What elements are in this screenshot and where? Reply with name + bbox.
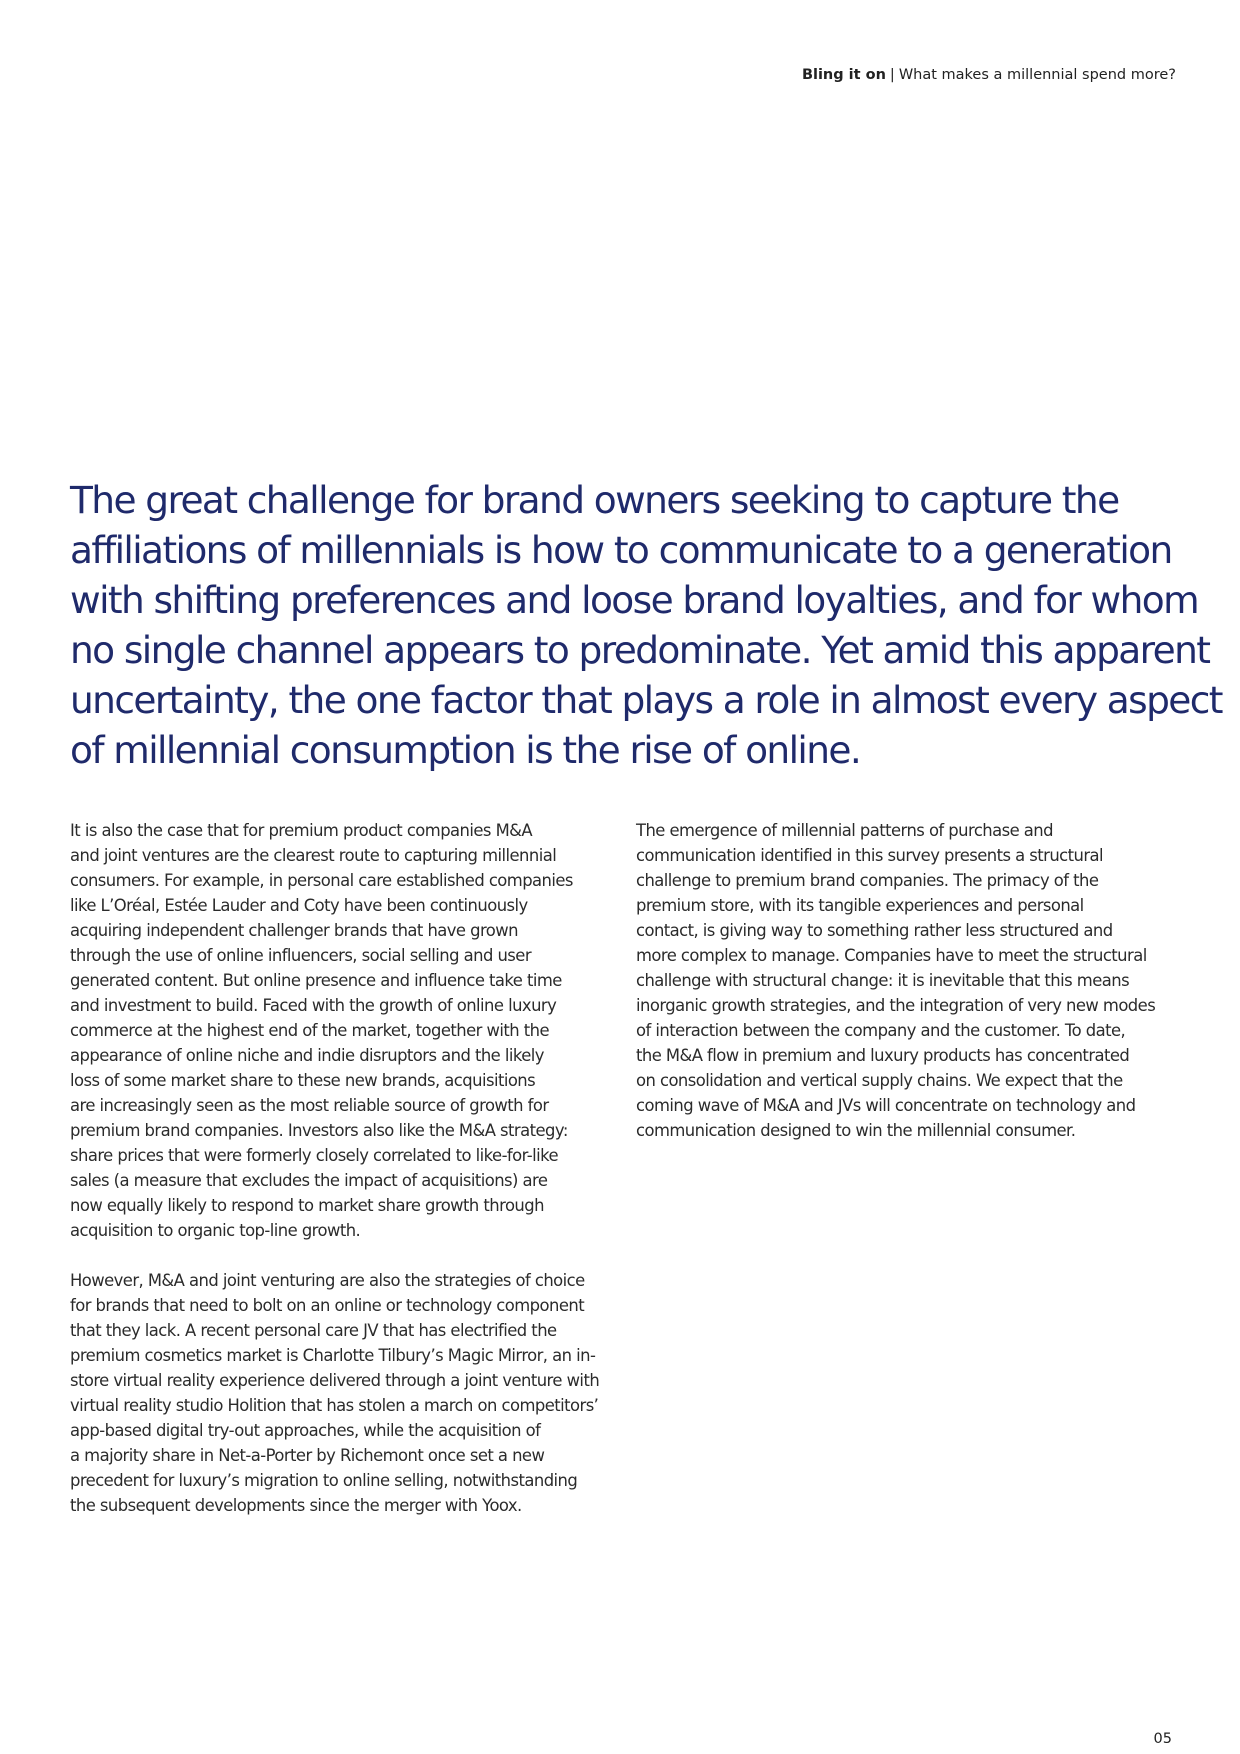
pull-quote-line: of millennial consumption is the rise of online.	[70, 728, 861, 772]
body-line: virtual reality studio Holition that has stolen a march on competitors’	[70, 1396, 599, 1415]
body-line: acquiring independent challenger brands that have grown	[70, 921, 518, 940]
body-paragraph	[70, 1268, 610, 1518]
body-line: that they lack. A recent personal care JV that has electrified the	[70, 1321, 557, 1340]
body-line: the M&A flow in premium and luxury products has concentrated	[636, 1046, 1130, 1065]
body-column-left	[70, 818, 610, 1518]
running-header	[802, 67, 1176, 83]
body-column-right	[636, 818, 1176, 1143]
body-line: contact, is giving way to something rather less structured and	[636, 921, 1113, 940]
pull-quote	[70, 475, 1222, 775]
body-line: precedent for luxury’s migration to online selling, notwithstanding	[70, 1471, 578, 1490]
report-subtitle: What makes a millennial spend more?	[898, 67, 1176, 83]
body-line: coming wave of M&A and JVs will concentrate on technology and	[636, 1096, 1136, 1115]
body-line: now equally likely to respond to market share growth through	[70, 1196, 544, 1215]
body-line: appearance of online niche and indie disruptors and the likely	[70, 1046, 544, 1065]
body-line: challenge to premium brand companies. The primacy of the	[636, 871, 1099, 890]
body-line: It is also the case that for premium product companies M&A	[70, 821, 533, 840]
body-line: share prices that were formerly closely correlated to like-for-like	[70, 1146, 559, 1165]
pull-quote-line: no single channel appears to predominate. Yet amid this apparent	[70, 628, 1210, 672]
body-line: of interaction between the company and the customer. To date,	[636, 1021, 1126, 1040]
page-number: 05	[1153, 1731, 1172, 1747]
body-line: challenge with structural change: it is inevitable that this means	[636, 971, 1130, 990]
body-line: app-based digital try-out approaches, while the acquisition of	[70, 1421, 541, 1440]
body-line: consumers. For example, in personal care established companies	[70, 871, 573, 890]
body-line: and investment to build. Faced with the growth of online luxury	[70, 996, 557, 1015]
body-line: commerce at the highest end of the market, together with the	[70, 1021, 549, 1040]
body-line: and joint ventures are the clearest route to capturing millennial	[70, 846, 557, 865]
body-line: acquisition to organic top-line growth.	[70, 1221, 361, 1240]
body-line: on consolidation and vertical supply chains. We expect that the	[636, 1071, 1123, 1090]
header-separator: |	[889, 67, 895, 83]
body-line: like L’Oréal, Estée Lauder and Coty have been continuously	[70, 896, 528, 915]
body-line: sales (a measure that excludes the impact of acquisitions) are	[70, 1171, 548, 1190]
body-line: store virtual reality experience delivered through a joint venture with	[70, 1371, 600, 1390]
body-line: generated content. But online presence and influence take time	[70, 971, 562, 990]
body-line: for brands that need to bolt on an online or technology component	[70, 1296, 585, 1315]
pull-quote-line: The great challenge for brand owners seeking to capture the	[70, 478, 1119, 522]
report-title: Bling it on	[801, 67, 886, 83]
body-line: premium store, with its tangible experiences and personal	[636, 896, 1084, 915]
body-line: premium brand companies. Investors also like the M&A strategy:	[70, 1121, 568, 1140]
body-paragraph	[636, 818, 1176, 1143]
body-line: communication designed to win the millennial consumer.	[636, 1121, 1076, 1140]
body-line: inorganic growth strategies, and the integration of very new modes	[636, 996, 1156, 1015]
body-line: However, M&A and joint venturing are also the strategies of choice	[70, 1271, 585, 1290]
pull-quote-line: with shifting preferences and loose brand loyalties, and for whom	[70, 578, 1199, 622]
pull-quote-line: uncertainty, the one factor that plays a role in almost every aspect	[70, 678, 1222, 722]
body-paragraph	[70, 818, 610, 1243]
body-line: loss of some market share to these new brands, acquisitions	[70, 1071, 536, 1090]
body-line: through the use of online influencers, social selling and user	[70, 946, 532, 965]
body-line: more complex to manage. Companies have to meet the structural	[636, 946, 1147, 965]
body-line: communication identified in this survey presents a structural	[636, 846, 1104, 865]
body-line: premium cosmetics market is Charlotte Tilbury’s Magic Mirror, an in-	[70, 1346, 596, 1365]
pull-quote-line: affiliations of millennials is how to communicate to a generation	[70, 528, 1172, 572]
body-line: The emergence of millennial patterns of purchase and	[636, 821, 1053, 840]
body-line: the subsequent developments since the merger with Yoox.	[70, 1496, 522, 1515]
body-line: a majority share in Net-a-Porter by Richemont once set a new	[70, 1446, 545, 1465]
body-line: are increasingly seen as the most reliable source of growth for	[70, 1096, 549, 1115]
